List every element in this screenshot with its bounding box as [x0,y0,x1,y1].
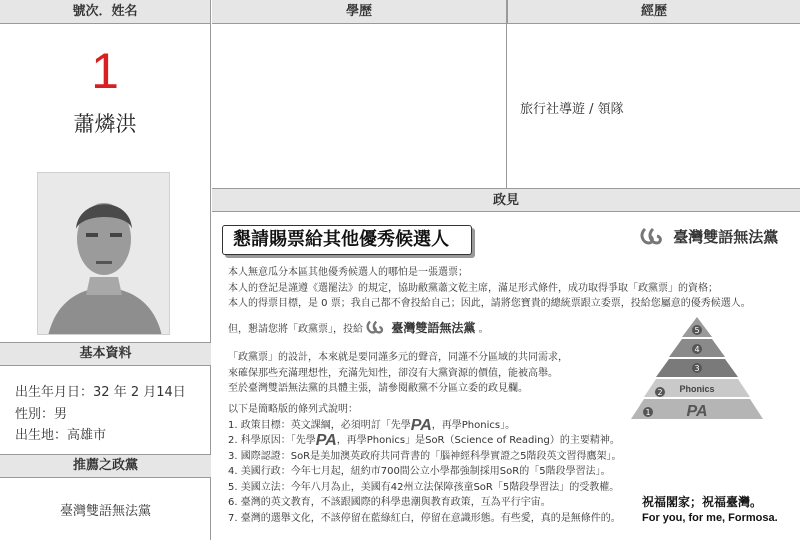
pa-mark: PA [410,416,432,434]
request-party-name: 臺灣雙語無法黨 [391,321,476,335]
number-name-header: 號次．姓名 [0,0,210,24]
gender-label: 性別： [15,407,55,422]
pyramid-num-2: 2 [657,388,663,397]
request-prefix: 但，懇請您將「政黨票」，投給 [228,324,363,335]
recommended-party-value: 臺灣雙語無法黨 [59,504,151,519]
design-line: 至於臺灣雙語無法黨的具體主張，請參閱敝黨不分區立委的政見欄。 [228,383,528,394]
list-item: 6. 臺灣的英文教育，不該跟國際的科學患潮與教育政策，互為平行宇宙。 [228,497,551,508]
recommended-party-header: 推薦之政黨 [0,454,211,478]
education-header: 學歷 [212,0,506,24]
policy-list [228,402,622,526]
party-logo-icon [366,320,388,334]
intro-line: 本人的得票目標，是 0 票；我自己都不會投給自己；因此，請將您寶貴的總統票跟立委票，投給您屬意的優秀候選人。 [228,298,751,309]
experience-value: 旅行社導遊 / 領隊 [520,102,624,117]
pyramid-num-4: 4 [694,345,700,354]
request-suffix: 。 [478,324,489,335]
list-item: 7. 臺灣的選舉文化，不該停留在藍綠紅白，停留在意識形態。有些愛，真的是無條件的。 [228,512,621,524]
slogan-chinese: 祝福閣家；祝福臺灣。 [642,495,763,509]
gender-row [15,403,67,422]
pyramid-pa-label: PA [686,403,708,420]
candidate-name: 蕭燐洪 [73,112,137,136]
experience-header: 經歷 [507,0,800,24]
policy-header: 政見 [212,188,800,212]
candidate-column [0,0,211,540]
party-logo [640,226,778,247]
birth-date-value: 32 年 2 月14日 [93,385,186,400]
party-logo-icon [640,227,668,245]
candidate-number: 1 [91,43,119,99]
list-item: 1. 政策目標：英文課綱，必須明訂「先學PA，再學Phonics」。 [228,416,516,434]
candidate-photo [37,172,170,335]
design-line: 「政黨票」的設計，本來就是要同謹多元的聲音，同謹不分區域的共同需求， [228,352,568,363]
pyramid-num-5: 5 [694,326,700,335]
list-item: 2. 科學原因：「先學PA，再學Phonics」是SoR（Science of Reading）的主要精神。 [228,432,620,449]
design-line: 來確保那些充滿理想性，充滿先知性，卻沒有大黨資源的價值，能被高舉。 [228,367,558,379]
intro-line: 本人無意瓜分本區其他優秀候選人的哪怕是一張選票； [228,267,468,278]
intro-paragraph [228,265,751,312]
details-column [212,0,800,540]
birthplace-row [15,424,106,443]
birth-date-row [15,381,186,400]
column-divider [506,0,507,188]
gender-value: 男 [54,407,68,422]
pyramid-num-3: 3 [694,364,700,373]
list-item: 3. 國際認證：SoR是美加澳英政府共同背書的「腦神經科學實證之5階段英文習得鷹架」。 [228,450,622,462]
intro-line: 本人的登記是謹遵《選罷法》的規定，協助敝黨蕭文乾主席，滿足形式條件，成功取得爭取「政黨票」的資格； [228,282,718,294]
policy-banner: 懇請賜票給其他優秀候選人 [222,225,472,255]
party-logo-text: 臺灣雙語無法黨 [673,228,779,246]
candidate-portrait-image [38,173,170,335]
pyramid-phonics-label: Phonics [679,384,715,394]
learning-pyramid-graphic [630,315,765,427]
birthplace-value: 高雄市 [67,428,107,443]
list-intro: 以下是簡略版的條列式說明： [228,404,358,415]
birth-date-label: 出生年月日： [15,385,94,400]
design-paragraph [228,350,568,397]
party-vote-request [228,320,489,338]
pa-mark: PA [315,432,337,449]
birthplace-label: 出生地： [15,428,68,443]
basic-info-header: 基本資料 [0,342,211,366]
slogan-english: For you, for me, Formosa. [642,512,778,524]
pyramid-num-1: 1 [645,408,651,417]
list-item: 4. 美國行政：今年七月起，紐約市700間公立小學都強制採用SoR的「5階段學習法」。 [228,466,611,477]
list-item: 5. 美國立法：今年八月為止，美國有42州立法保障孩童SoR「5階段學習法」的受教權。 [228,481,620,493]
